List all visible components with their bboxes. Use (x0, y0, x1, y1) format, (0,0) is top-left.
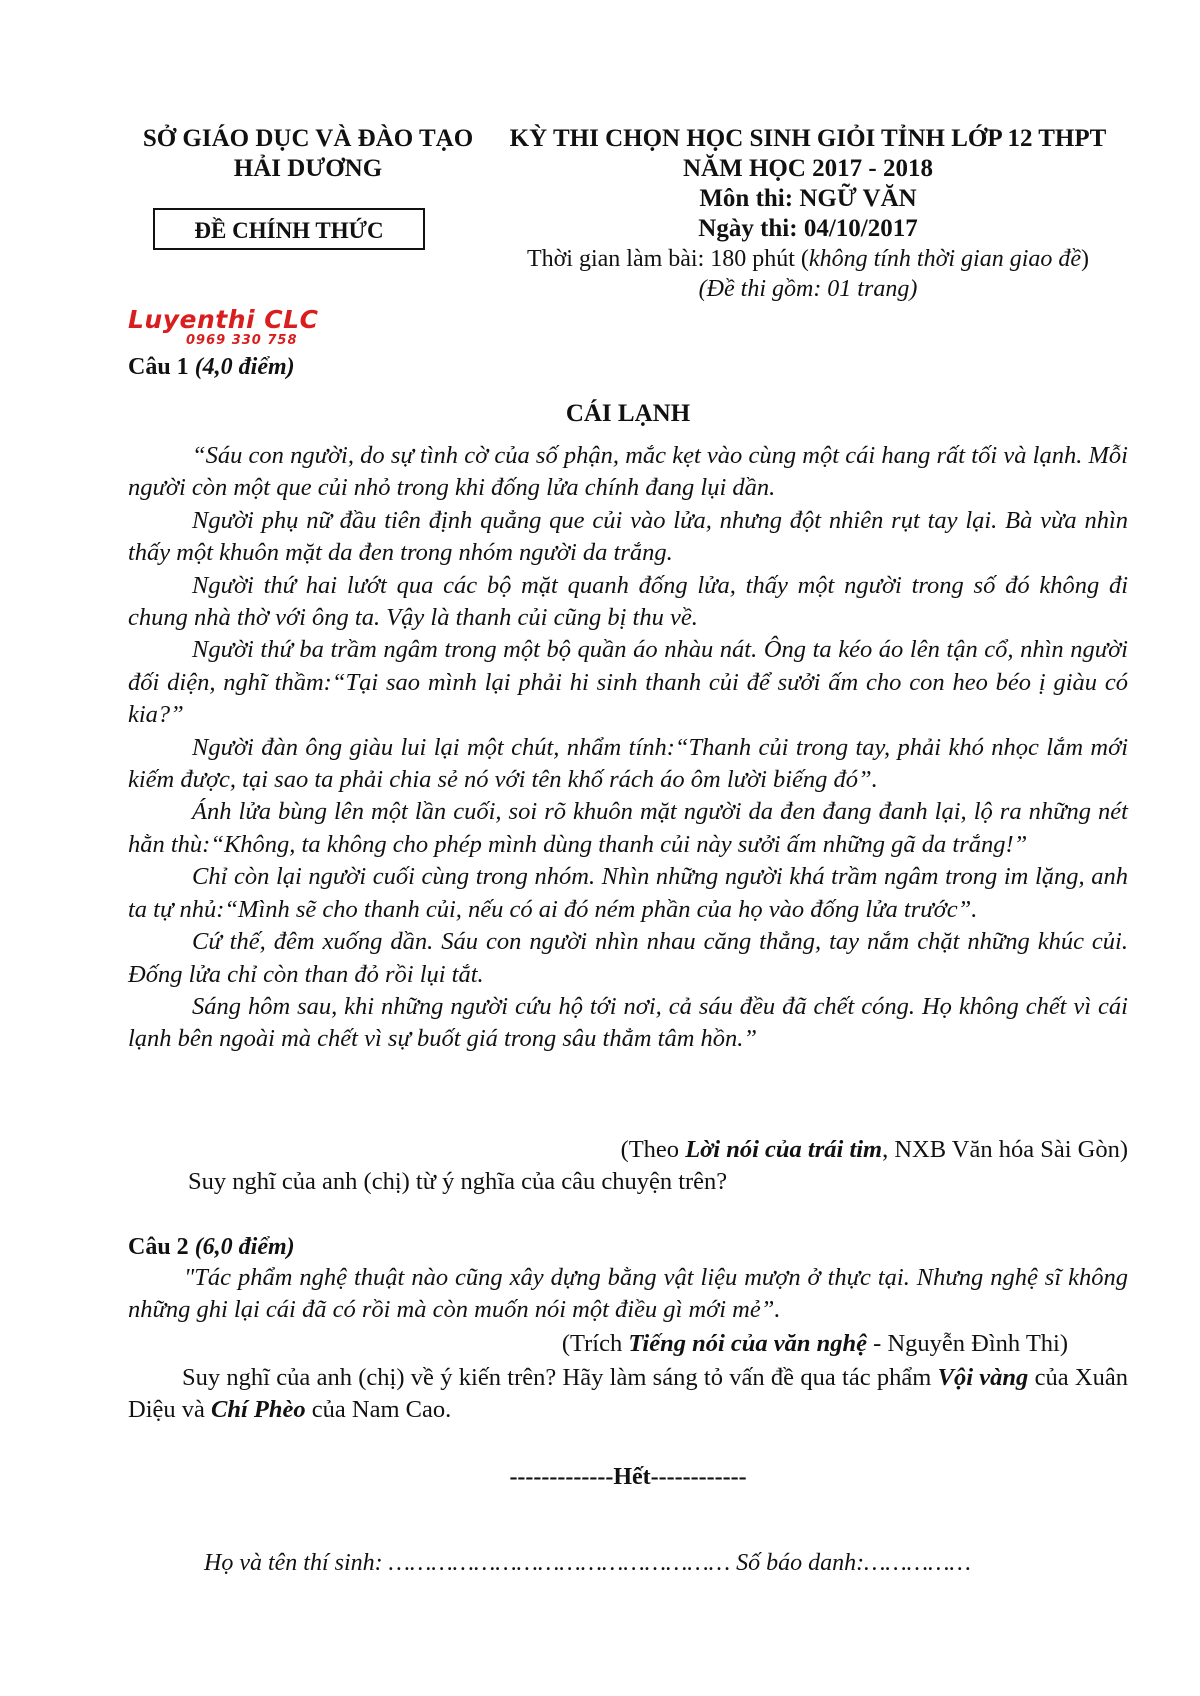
question-2-prompt: Suy nghĩ của anh (chị) về ý kiến trên? Hãy làm sáng tỏ vấn đề qua tác phẩm Vội vàng của Xuân Diệu và Chí Phèo của Nam Cao. (128, 1364, 1128, 1423)
department-header (128, 124, 488, 184)
page-count-note: (Đề thi gồm: 01 trang) (698, 276, 918, 302)
story-paragraph: Người phụ nữ đầu tiên định quẳng que củi vào lửa, nhưng đột nhiên rụt tay lại. Bà vừa nhìn thấy một khuôn mặt da đen trong nhóm người da trắng. (128, 506, 1128, 567)
end-marker: -------------Hết------------ (509, 1464, 747, 1490)
story-paragraph: “Sáu con người, do sự tình cờ của số phận, mắc kẹt vào cùng một cái hang rất tối và lạnh. Mỗi người còn một que củi nhỏ trong khi đống lửa chính đang lụi dần. (128, 442, 1128, 502)
question-1-heading: Câu 1 (4,0 điểm) (128, 354, 295, 380)
department-name: SỞ GIÁO DỤC VÀ ĐÀO TẠO (142, 125, 474, 152)
exam-header (488, 124, 1128, 304)
story-source: (Theo Lời nói của trái tim, NXB Văn hóa Sài Gòn) (620, 1136, 1128, 1163)
question-2-heading: Câu 2 (6,0 điểm) (128, 1234, 295, 1260)
exam-title: KỲ THI CHỌN HỌC SINH GIỎI TỈNH LỚP 12 THPT (509, 125, 1107, 152)
exam-duration: Thời gian làm bài: 180 phút (không tính thời gian giao đề) (526, 246, 1090, 272)
quote-source: (Trích Tiếng nói của văn nghệ - Nguyễn Đình Thi) (561, 1330, 1068, 1357)
story-paragraph: Chỉ còn lại người cuối cùng trong nhóm. Nhìn những người khá trầm ngâm trong im lặng, anh ta tự nhủ:“Mình sẽ cho thanh củi, nếu có ai đó ném phần của họ vào đống lửa trước”. (128, 863, 1128, 923)
story-paragraph: Sáng hôm sau, khi những người cứu hộ tới nơi, cả sáu đều đã chết cóng. Họ không chết vì cái lạnh bên ngoài mà chết vì sự buốt giá trong sâu thẳm tâm hồn.” (128, 992, 1128, 1053)
logo-phone: 0969 330 758 (186, 333, 298, 348)
luyenthi-logo (128, 306, 368, 348)
story-title: CÁI LẠNH (565, 400, 691, 427)
school-year: NĂM HỌC 2017 - 2018 (683, 155, 933, 182)
story-text (128, 440, 1128, 1056)
candidate-name-label: Họ và tên thí sinh: (204, 1550, 389, 1576)
candidate-id-label: Số báo danh: (730, 1550, 865, 1576)
province-name: HẢI DƯƠNG (233, 155, 383, 182)
story-paragraph: Người thứ hai lướt qua các bộ mặt quanh đống lửa, thấy một người trong số đó không đi chung nhà thờ với ông ta. Vậy là thanh củi cũng bị thu về. (128, 571, 1128, 632)
story-paragraph: Người thứ ba trầm ngâm trong một bộ quần áo nhàu nát. Ông ta kéo áo lên tận cổ, nhìn người đối diện, nghĩ thầm:“Tại sao mình lại phải hi sinh thanh củi để sưởi ấm cho con heo béo ị giàu có kia?” (128, 636, 1128, 729)
logo-name: Luyenthi CLC (128, 305, 319, 334)
story-paragraph: Cứ thế, đêm xuống dần. Sáu con người nhìn nhau căng thẳng, tay nắm chặt những khúc củi. Đống lửa chỉ còn than đỏ rồi lụi tắt. (128, 928, 1128, 988)
candidate-name-field[interactable]: ………………………………………… (388, 1550, 731, 1576)
question-1-prompt: Suy nghĩ của anh (chị) từ ý nghĩa của câu chuyện trên? (188, 1168, 728, 1195)
candidate-info-line (128, 1550, 1128, 1577)
candidate-id-field[interactable]: …………… (864, 1550, 971, 1576)
exam-subject: Môn thi: NGỮ VĂN (699, 185, 917, 212)
question-2-quote: "Tác phẩm nghệ thuật nào cũng xây dựng bằng vật liệu mượn ở thực tại. Nhưng nghệ sĩ không những ghi lại cái đã có rồi mà còn muốn nói một điều gì mới mẻ”. (128, 1264, 1128, 1324)
exam-date: Ngày thi: 04/10/2017 (698, 215, 918, 242)
story-paragraph: Người đàn ông giàu lui lại một chút, nhẩm tính:“Thanh củi trong tay, phải khó nhọc lắm mới kiếm được, tại sao ta phải chia sẻ nó với tên khố rách áo ôm lười biếng đó”. (128, 733, 1128, 794)
official-exam-box: ĐỀ CHÍNH THỨC (153, 208, 425, 250)
story-paragraph: Ánh lửa bùng lên một lần cuối, soi rõ khuôn mặt người da đen đang đanh lại, lộ ra những nét hằn thù:“Không, ta không cho phép mình dùng thanh củi này sưởi ấm những gã da trắng!” (128, 798, 1128, 858)
